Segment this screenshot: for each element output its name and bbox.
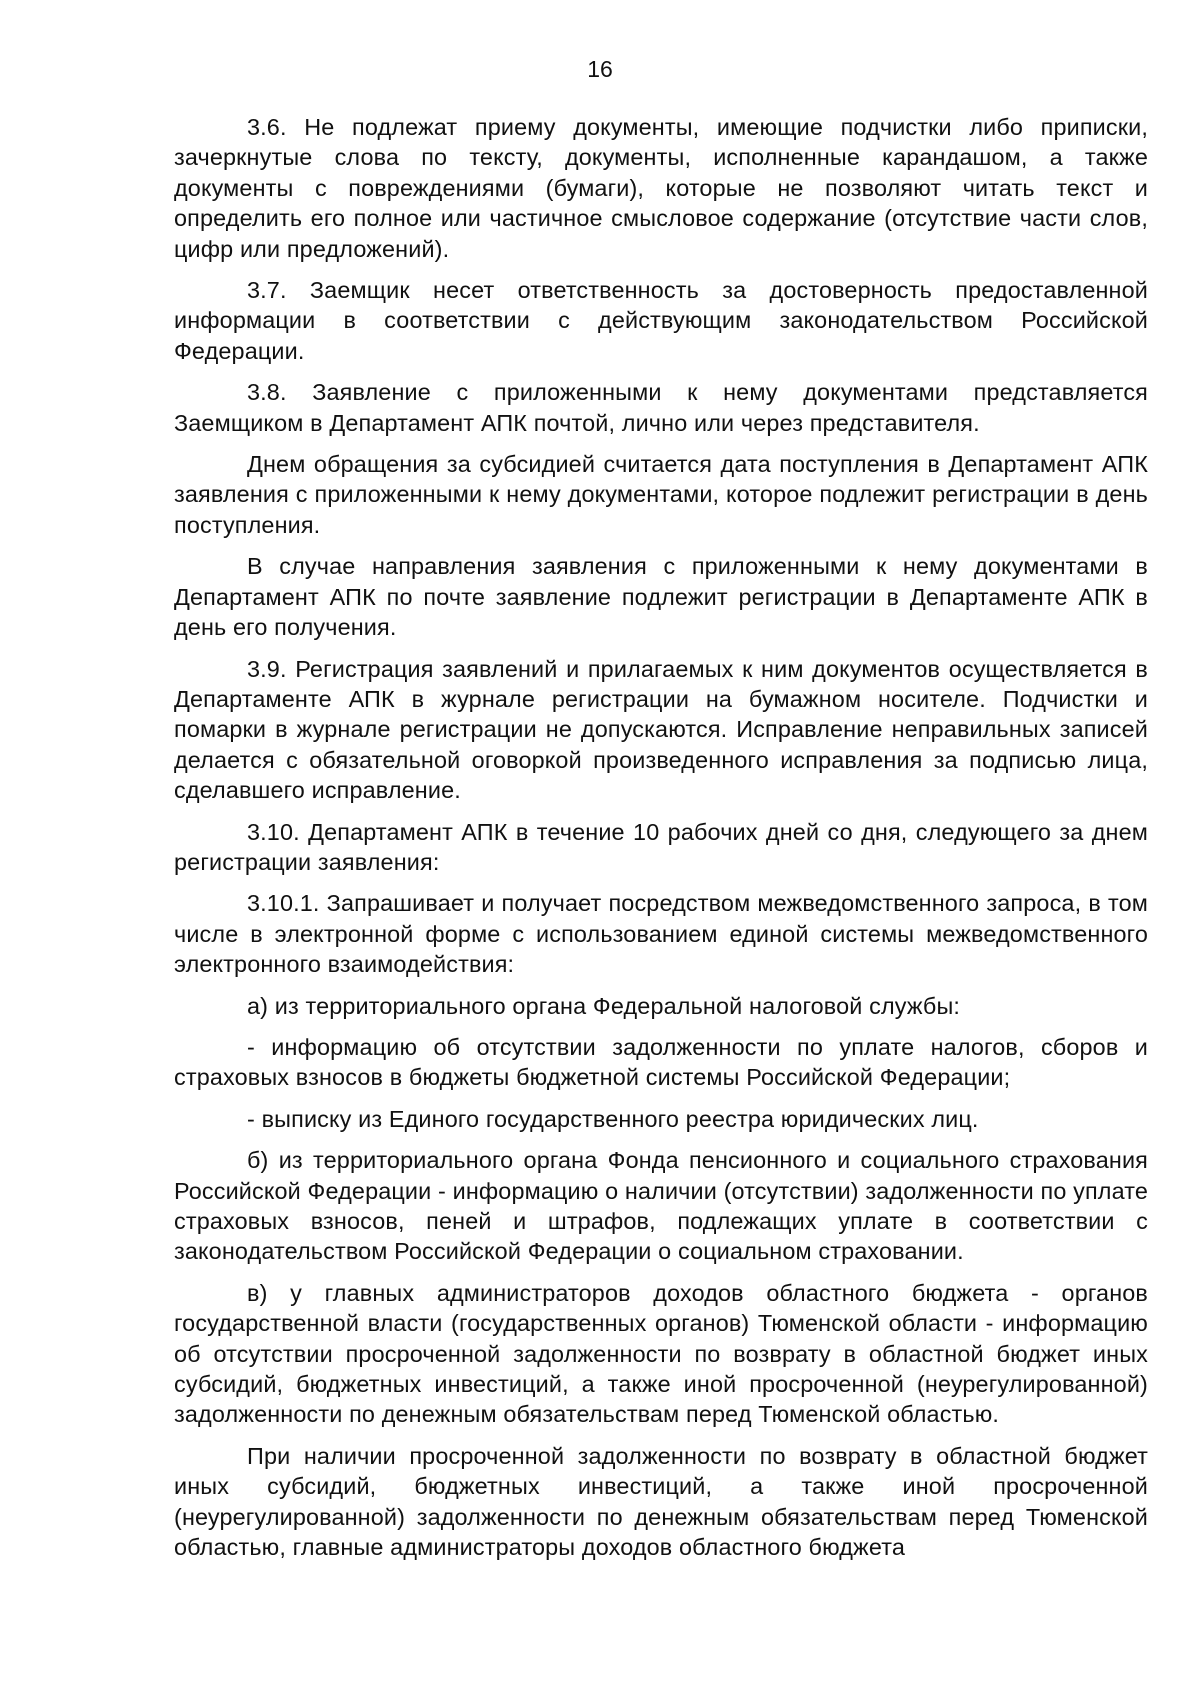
paragraph-3-10-1: 3.10.1. Запрашивает и получает посредством межведомственного запроса, в том числе в электронной форме с использованием единой системы межведомственного электронного взаимодействия: [174,890,1148,978]
paragraph-item-b: б) из территориального органа Фонда пенсионного и социального страхования Российской Федерации - информацию о наличии (отсутствии) задолженности по уплате страховых взносов, пеней и штрафов, подлежащих уплате в соответствии с законодательством Российской Федерации о социальном страховании. [174,1147,1148,1265]
paragraph-item-a: а) из территориального органа Федеральной налоговой службы: [247,992,961,1019]
paragraph-overdue-debt: При наличии просроченной задолженности по возврату в областной бюджет иных субсидий, бюджетных инвестиций, а также иной просроченной (неурегулированной) задолженности по денежным обязательствам перед Тюменской областью, главные администраторы доходов областного бюджета [174,1442,1148,1561]
paragraph-3-10: 3.10. Департамент АПК в течение 10 рабочих дней со дня, следующего за днем регистрации заявления: [174,818,1148,875]
paragraph-egrul-extract: - выписку из Единого государственного реестра юридических лиц. [247,1105,979,1132]
paragraph-postal-registration: В случае направления заявления с приложенными к нему документами в Департамент АПК по почте заявление подлежит регистрации в Департаменте АПК в день его получения. [174,553,1148,641]
paragraph-tax-debt-info: - информацию об отсутствии задолженности по уплате налогов, сборов и страховых взносов в бюджеты бюджетной системы Российской Федерации; [174,1033,1148,1091]
paragraph-3-7: 3.7. Заемщик несет ответственность за достоверность предоставленной информации в соответствии с действующим законодательством Российской Федерации. [174,277,1148,364]
page-number: 16 [587,56,613,82]
paragraph-3-9: 3.9. Регистрация заявлений и прилагаемых к ним документов осуществляется в Департаменте АПК в журнале регистрации на бумажном носителе. Подчистки и помарки в журнале регистрации не допускаются. Исправление неправильных записей делается с обязательной оговоркой произведенного исправления за подписью лица, сделавшего исправление. [174,655,1148,804]
paragraph-3-8: 3.8. Заявление с приложенными к нему документами представляется Заемщиком в Департамент АПК почтой, лично или через представителя. [174,379,1148,436]
paragraph-3-6: 3.6. Не подлежат приему документы, имеющие подчистки либо приписки, зачеркнутые слова по тексту, документы, исполненные карандашом, а также документы с повреждениями (бумаги), которые не позволяют читать текст и определить его полное или частичное смысловое содержание (отсутствие части слов, цифр или предложений). [174,114,1148,262]
paragraph-item-v: в) у главных администраторов доходов областного бюджета - органов государственной власти (государственных органов) Тюменской области - информацию об отсутствии просроченной задолженности по возврату в областной бюджет иных субсидий, бюджетных инвестиций, а также иной просроченной (неурегулированной) задолженности по денежным обязательствам перед Тюменской областью. [174,1279,1148,1428]
document-body [174,112,1148,1573]
paragraph-application-date: Днем обращения за субсидией считается дата поступления в Департамент АПК заявления с приложенными к нему документами, которое подлежит регистрации в день поступления. [174,451,1148,538]
